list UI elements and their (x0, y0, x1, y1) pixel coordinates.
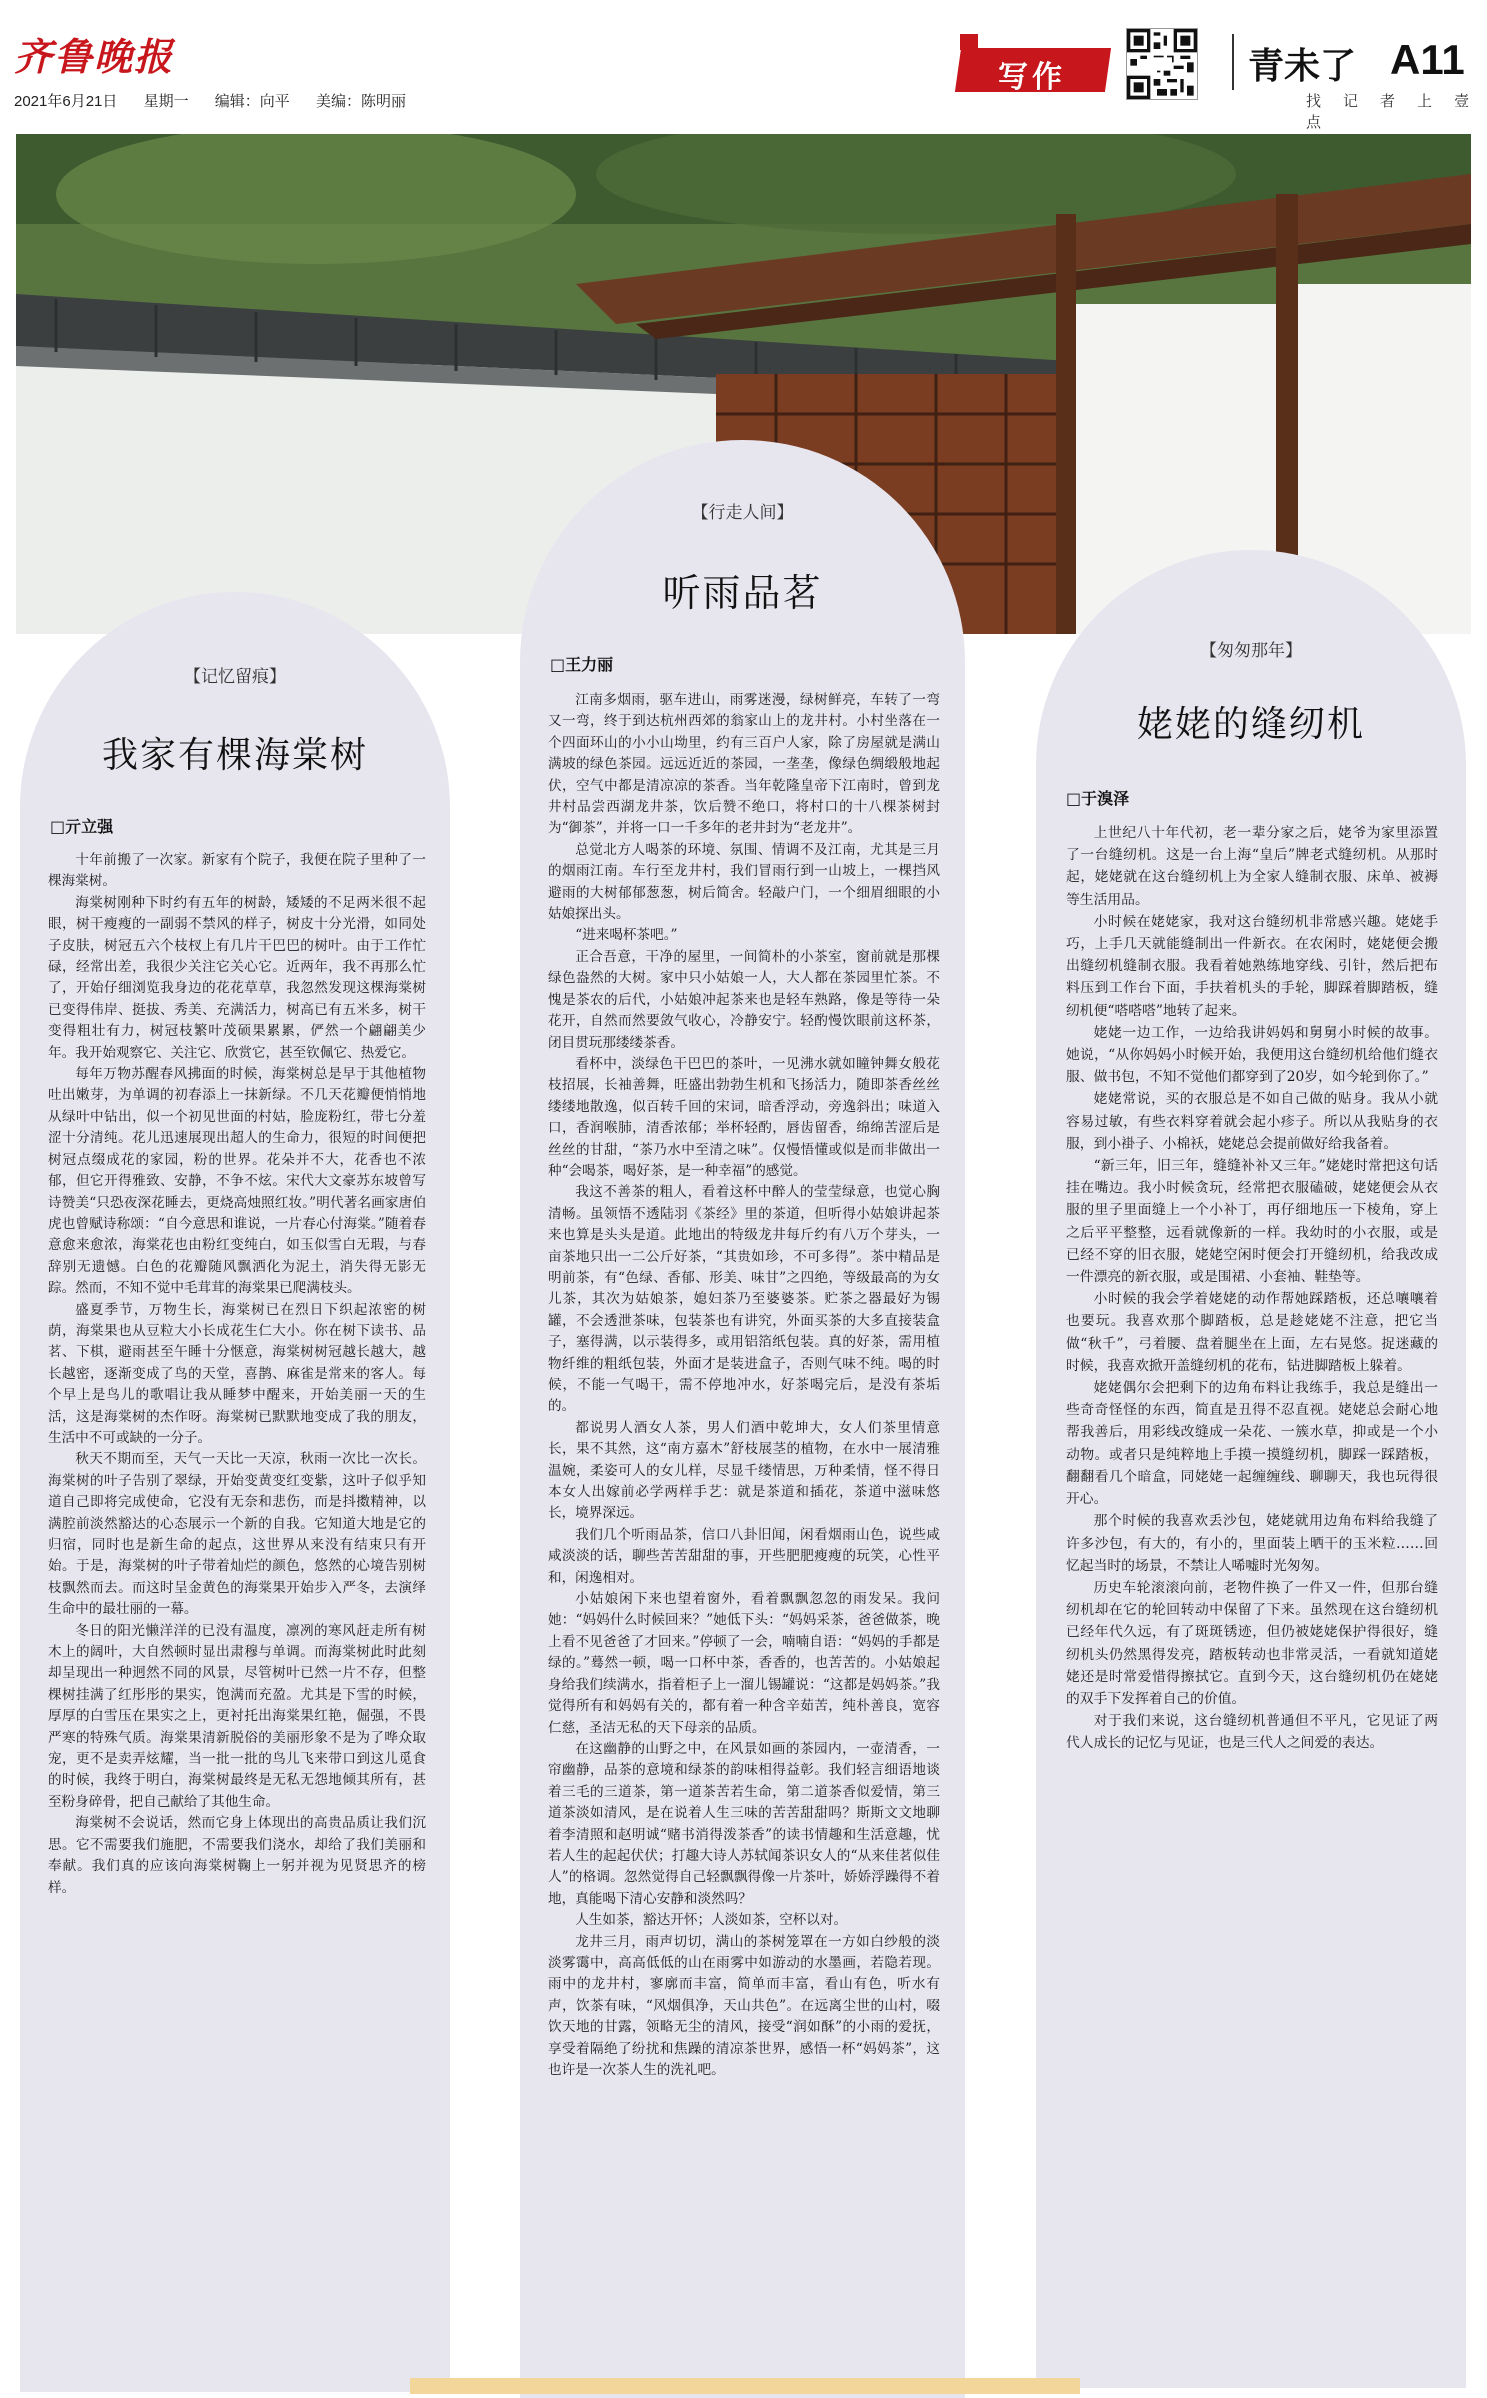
paragraph: 秋天不期而至，天气一天比一天凉，秋雨一次比一次长。海棠树的叶子告别了翠绿，开始变黄变红变紫，这叶子似乎知道自己即将完成使命，它没有无奈和悲伤，而是抖擞精神，以满腔前淡然豁达的心态展示一个新的自我。它知道大地是它的归宿，同时也是新生命的起点，这世界从来没有结束只有开始。于是，海棠树的叶子带着灿烂的颜色，悠然的心境告别树枝飘然而去。而这时呈金黄色的海棠果开始步入严冬，去演绎生命中的最壮丽的一幕。 (48, 1451, 426, 1618)
article-author: □王力丽 (550, 655, 614, 674)
divider (1232, 34, 1234, 90)
masthead (0, 0, 1487, 130)
designer-credit: 美编：陈明丽 (315, 93, 406, 110)
credit-char: 者 (1380, 92, 1400, 110)
column-tag: 【匆匆那年】 (1200, 641, 1302, 661)
paragraph: 正合吾意，干净的屋里，一间简朴的小茶室，窗前就是那棵绿色盎然的大树。家中只小姑娘一人，大人都在茶园里忙茶。不愧是茶农的后代，小姑娘冲起茶来也是轻车熟路，像是等待一朵花开，自然而然要敛气收心，冷静安宁。轻酌慢饮眼前这杯茶，闭目贯玩那缕缕茶香。 (548, 948, 940, 1051)
paragraph: 历史车轮滚滚向前，老物件换了一件又一件，但那台缝纫机却在它的轮回转动中保留了下来。虽然现在这台缝纫机已经年代久远，有了斑斑锈迹，但仍被姥姥保护得很好，缝纫机头仍然黑得发亮，踏板转动也非常灵活，一看就知道姥姥还是时常爱惜得擦拭它。直到今天，这台缝纫机仍在姥姥的双手下发挥着自己的价值。 (1066, 1579, 1438, 1707)
paragraph: 海棠树刚种下时约有五年的树龄，矮矮的不足两米很不起眼，树干瘦瘦的一副弱不禁风的样子，树皮十分光滑，如同处子皮肤，树冠五六个枝杈上有几片干巴巴的树叶。由于工作忙碌，经常出差，我很少关注它关心它。近两年，我不再那么忙了，开始仔细浏览我身边的花花草草，我忽然发现这棵海棠树已变得伟岸、挺拔、秀美、充满活力，树高已有五米多，树干变得粗壮有力，树冠枝繁叶茂硕果累累，俨然一个翩翩美少年。我开始观察它、关注它、欣赏它，甚至钦佩它、热爱它。 (48, 894, 426, 1061)
paragraph: 江南多烟雨，驱车进山，雨雾迷漫，绿树鲜亮，车转了一弯又一弯，终于到达杭州西郊的翁家山上的龙井村。小村坐落在一个四面环山的小小山坳里，约有三百户人家，除了房屋就是满山满坡的绿色茶园。远远近近的茶园，一垄垄，像绿色绸缎般地起伏，空气中都是清凉凉的茶香。当年乾隆皇帝下江南时，曾到龙井村品尝西湖龙井茶，饮后赞不绝口，将村口的十八棵茶树封为“御茶”，并将一口一千多年的老井封为“老龙井”。 (548, 692, 940, 837)
paragraph: “新三年，旧三年，缝缝补补又三年。”姥姥时常把这句话挂在嘴边。我小时候贪玩，经常把衣服磕破，姥姥便会从衣服的里子里面缝上一个小补丁，再仔细地压一下棱角，穿上之后平平整整，远看就像新的一样。我幼时的小衣服，或是已经不穿的旧衣服，姥姥空闲时便会打开缝纫机，给我改成一件漂亮的新衣服，或是围裙、小套袖、鞋垫等。 (1066, 1158, 1438, 1286)
article-card-sewing-machine (1036, 550, 1466, 2388)
page-number: A11 (1390, 36, 1465, 83)
paragraph: 海棠树不会说话，然而它身上体现出的高贵品质让我们沉思。它不需要我们施肥，不需要我们浇水，却给了我们美丽和奉献。我们真的应该向海棠树鞠上一躬并视为见贤思齐的榜样。 (48, 1815, 426, 1896)
editor-credit: 编辑：向平 (214, 93, 290, 110)
section-label: 写作 (998, 60, 1066, 95)
reporter-credit (1288, 90, 1487, 132)
credit-char: 上 (1417, 92, 1437, 110)
column-tag: 【行走人间】 (691, 503, 794, 523)
paragraph: 我这不善茶的粗人，看着这杯中醉人的莹莹绿意，也觉心胸清畅。虽领悟不透陆羽《茶经》里的茶道，但听得小姑娘讲起茶来也算是头头是道。此地出的特级龙井每斤约有八万个芽头，一亩茶地只出一二公斤好茶，“其贵如珍，不可多得”。茶中精品是明前茶，有“色绿、香郁、形美、味甘”之四绝，等级最高的为女儿茶，其次为姑娘茶，媳妇茶乃至婆婆茶。贮茶之器最好为锡罐，不会透泄茶味，包装茶也有讲究，外面买茶的大多直接装盒子，塞得满，以示装得多，或用铝箔纸包装。真的好茶，需用植物纤维的粗纸包装，外面才是装进盒子，否则气味不纯。喝的时候，不能一气喝干，需不停地冲水，好茶喝完后，是没有茶垢的。 (548, 1184, 940, 1415)
article-card-tea (520, 440, 965, 2398)
article-title: 姥姥的缝纫机 (1136, 704, 1365, 745)
article-author: □亓立强 (50, 817, 114, 836)
credit-char: 找 (1306, 92, 1326, 110)
article-body (48, 850, 426, 2365)
paragraph: 小时候在姥姥家，我对这台缝纫机非常感兴趣。姥姥手巧，上手几天就能缝制出一件新衣。在农闲时，姥姥便会搬出缝纫机缝制衣服。我看着她熟练地穿线、引针，然后把布料压到工作台下面，手扶着机头的手轮，脚踩着脚踏板，缝纫机便“嗒嗒嗒”地转了起来。 (1066, 913, 1438, 1019)
credit-char: 点 (1306, 113, 1326, 131)
paragraph: 总觉北方人喝茶的环境、氛围、情调不及江南，尤其是三月的烟雨江南。车行至龙井村，我们冒雨行到一山坡上，一棵挡风避雨的大树郁郁葱葱，树后简舍。轻敲户门，一个细眉细眼的小姑娘探出头。 (548, 841, 940, 923)
paragraph: 姥姥一边工作，一边给我讲妈妈和舅舅小时候的故事。她说，“从你妈妈小时候开始，我便用这台缝纫机给他们缝衣服、做书包，不知不觉他们都穿到了20岁，如今轮到你了。” (1066, 1024, 1438, 1086)
article-body (1066, 822, 1438, 2372)
credit-char: 壹 (1454, 92, 1474, 110)
paragraph: 小时候的我会学着姥姥的动作帮她踩踏板，还总嚷嚷着也要玩。我喜欢那个脚踏板，总是趁姥姥不注意，把它当做“秋千”，弓着腰、盘着腿坐在上面，左右晃悠。捉迷藏的时候，我喜欢掀开盖缝纫机的花布，钻进脚踏板上躲着。 (1066, 1291, 1438, 1374)
paragraph: 都说男人酒女人茶，男人们酒中乾坤大，女人们茶里情意长，果不其然，这“南方嘉木”舒枝展茎的植物，在水中一展清雅温婉，柔姿可人的女儿样，尽显千缕情思，万种柔情，怪不得日本女人出嫁前必学两样手艺：就是茶道和插花，茶道中滋味悠长，境界深远。 (548, 1419, 940, 1522)
paragraph: 十年前搬了一次家。新家有个院子，我便在院子里种了一棵海棠树。 (48, 852, 426, 890)
newspaper-logo: 齐鲁晚报 (14, 34, 175, 79)
paragraph: 那个时候的我喜欢丢沙包，姥姥就用边角布料给我缝了许多沙包，有大的，有小的，里面装上晒干的玉米粒……回忆起当时的场景，不禁让人唏嘘时光匆匆。 (1066, 1513, 1438, 1574)
footer-bar (410, 2378, 1080, 2394)
issue-weekday: 星期一 (143, 93, 189, 110)
paragraph: 每年万物苏醒春风拂面的时候，海棠树总是早于其他植物吐出嫩芽，为单调的初春添上一抹新绿。不几天花瓣便悄悄地从绿叶中钻出，似一个初见世面的村姑，脸庞粉红，带七分羞涩十分清纯。花儿迅速展现出超人的生命力，很短的时间便把树冠点缀成花的家园，粉的世界。花朵并不大，花香也不浓郁，但它开得雅致、安静，不争不炫。宋代大文豪苏东坡曾写诗赞美“只恐夜深花睡去，更烧高烛照红妆。”明代著名画家唐伯虎也曾赋诗称颂：“自今意思和谁说，一片春心付海棠。”随着春意愈来愈浓，海棠花也由粉红变纯白，如玉似雪白无瑕，与春辞别无遗憾。白色的花瓣随风飘洒化为泥土，消失得无影无踪。然而，不知不觉中毛茸茸的海棠果已爬满枝头。 (48, 1066, 426, 1297)
paragraph: 看杯中，淡绿色干巴巴的茶叶，一见沸水就如瞳钟舞女般花枝招展，长袖善舞，旺盛出勃勃生机和飞扬活力，随即茶香丝丝缕缕地散逸，似百转千回的宋词，暗香浮动，旁逸斜出；味道入口，香润喉肺，清香浓郁；举杯轻酌，唇齿留香，绵绵苦涩后是丝丝的甘甜，“茶乃水中至清之味”。仅慢悟懂或似是而非做出一种“会喝茶，喝好茶，是一种幸福”的感觉。 (548, 1055, 940, 1179)
paragraph: 我们几个听雨品茶，信口八卦旧闻，闲看烟雨山色，说些咸咸淡淡的话，聊些苦苦甜甜的事，开些肥肥瘦瘦的玩笑，心性平和，闲逸相对。 (548, 1526, 940, 1586)
paragraph: “进来喝杯茶吧。” (575, 927, 678, 944)
section-badge (958, 28, 1118, 98)
article-title: 我家有棵海棠树 (101, 735, 368, 776)
article-author: □于溴泽 (1066, 789, 1130, 808)
paragraph: 姥姥常说，买的衣服总是不如自己做的贴身。我从小就容易过敏，有些衣料穿着就会起小疹子。所以从我贴身的衣服，到小褂子、小棉袄，姥姥总会提前做好给我备着。 (1066, 1091, 1438, 1152)
paragraph: 上世纪八十年代初，老一辈分家之后，姥爷为家里添置了一台缝纫机。这是一台上海“皇后”牌老式缝纫机。从那时起，姥姥就在这台缝纫机上为全家人缝制衣服、床单、被褥等生活用品。 (1066, 825, 1438, 908)
paragraph: 姥姥偶尔会把剩下的边角布料让我练手，我总是缝出一些奇奇怪怪的东西，简直是丑得不忍直视。姥姥总会耐心地帮我善后，用彩线改缝成一朵花、一簇水草，抑或是一个小动物。或者只是纯粹地上手摸一摸缝纫机，脚踩一踩踏板，翻翻看几个暗盒，同姥姥一起缠缠线、聊聊天，我也玩得很开心。 (1066, 1380, 1438, 1508)
article-body (548, 690, 940, 2380)
article-title: 听雨品茗 (662, 571, 823, 615)
supplement-name: 青未了 (1248, 46, 1357, 87)
column-tag: 【记忆留痕】 (184, 667, 286, 687)
issue-date: 2021年6月21日 (14, 93, 118, 110)
paragraph: 冬日的阳光懒洋洋的已没有温度，凛冽的寒风赶走所有树木上的阔叶，大自然顿时显出肃穆与单调。而海棠树此时此刻却呈现出一种迥然不同的风景，尽管树叶已然一片不存，但整棵树挂满了红彤彤的果实，饱满而充盈。尤其是下雪的时候，厚厚的白雪压在果实之上，更衬托出海棠果红艳，倔强，不畏严寒的特殊气质。海棠果清新脱俗的美丽形象不是为了哗众取宠，更不是卖弄炫耀，当一批一批的鸟儿飞来带口到这儿觅食的时候，我终于明白，海棠树最终是无私无怨地倾其所有，甚至粉身碎骨，把自己献给了其他生命。 (48, 1622, 426, 1810)
paragraph: 龙井三月，雨声切切，满山的茶树笼罩在一方如白纱般的淡淡雾霭中，高高低低的山在雨雾中如游动的水墨画，若隐若现。雨中的龙井村，寥廓而丰富，简单而丰富，看山有色，听水有声，饮茶有味，“风烟俱净，天山共色”。在远离尘世的山村，啜饮天地的甘露，领略无尘的清风，接受“润如酥”的小雨的爱抚，享受着隔绝了纷扰和焦躁的清凉茶世界，感悟一杯“妈妈茶”，这也许是一次茶人生的洗礼吧。 (548, 1933, 940, 2078)
credit-char: 记 (1343, 92, 1363, 110)
qr-code-icon[interactable] (1126, 28, 1198, 100)
paragraph: 对于我们来说，这台缝纫机普通但不平凡，它见证了两代人成长的记忆与见证，也是三代人之间爱的表达。 (1066, 1713, 1438, 1752)
paragraph: 在这幽静的山野之中，在风景如画的茶园内，一壶清香，一帘幽静，品茶的意境和绿茶的韵味相得益彰。我们轻言细语地谈着三毛的三道茶，第一道茶苦若生命，第二道茶香似爱情，第三道茶淡如清风，是在说着人生三味的苦苦甜甜吗？斯斯文文地聊着李清照和赵明诚“赌书消得泼茶香”的读书情趣和生活意趣，忧若人生的起起伏伏；打趣大诗人苏轼闻茶识女人的“从来佳茗似佳人”的格调。忽然觉得自己轻飘飘得像一片茶叶，娇娇浮躁得不着地，真能喝下清心安静和淡然吗？ (548, 1740, 940, 1907)
dateline (14, 90, 428, 111)
paragraph: 盛夏季节，万物生长，海棠树已在烈日下织起浓密的树荫，海棠果也从豆粒大小长成花生仁大小。你在树下读书、品茗、下棋，避雨甚至午睡十分惬意，海棠树树冠越长越大，越长越密，逐渐变成了鸟的天堂，喜鹊、麻雀是常来的客人。每个早上是鸟儿的歌唱让我从睡梦中醒来，开始美丽一天的生活，这是海棠树的杰作呀。海棠树已默默地变成了我的朋友，生活中不可或缺的一分子。 (48, 1301, 426, 1446)
article-card-haitang (20, 592, 450, 2392)
paragraph: 小姑娘闲下来也望着窗外，看着飘飘忽忽的雨发呆。我问她：“妈妈什么时候回来？”她低下头：“妈妈采茶，爸爸做茶，晚上看不见爸爸了才回来。”停顿了一会，喃喃自语：“妈妈的手都是绿的。”蓦然一顿，喝一口杯中茶，香香的，也苦苦的。小姑娘起身给我们续满水，指着柜子上一溜儿锡罐说：“这都是妈妈茶。”我觉得所有和妈妈有关的，都有着一种含辛茹苦，纯朴善良，宽容仁慈，圣洁无私的天下母亲的品质。 (548, 1591, 940, 1736)
paragraph: 人生如茶，豁达开怀；人淡如茶，空杯以对。 (575, 1912, 848, 1929)
